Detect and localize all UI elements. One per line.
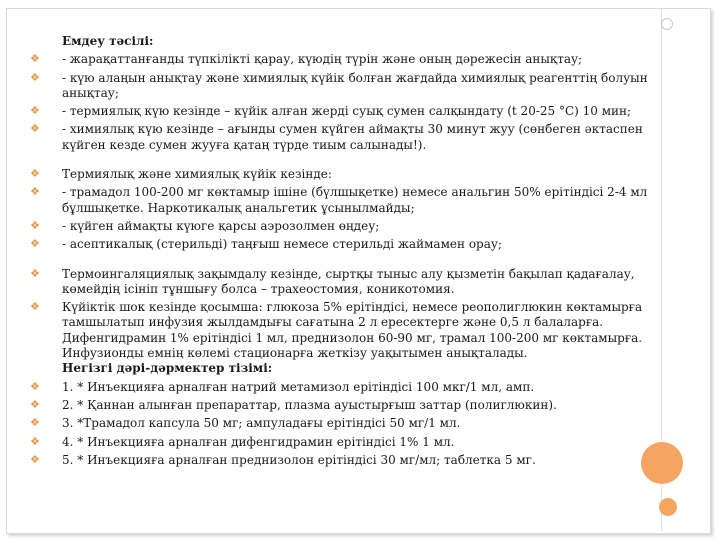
list-item-text: - химиялық күю кезінде – ағынды сумен күйген аймақты 30 минут жуу (сөнбеген әктаспен күйген кезде сумен жууға қатаң түрде тиым салынады!). (62, 122, 643, 152)
bullet-icon: ❖ (30, 379, 40, 393)
list-item (30, 398, 660, 413)
bullet-icon: ❖ (30, 104, 40, 118)
list-item-text: 1. * Инъекцияға арналған натрий метамизол ерітіндісі 100 мкг/1 мл, амп. (62, 379, 535, 394)
list-item-text: 3. *Трамадол капсула 50 мг; ампуладағы ерітіндісі 50 мг/1 мл. (62, 416, 461, 431)
list-item-text: Термиялық және химиялық күйік кезінде: (62, 167, 332, 182)
slide-content (30, 34, 660, 471)
list-item (30, 219, 660, 234)
list-item (30, 300, 660, 376)
list-item (30, 267, 660, 298)
list-item (30, 52, 660, 67)
list-item-text: - күю алаңын анықтау және химиялық күйік болған жағдайда химиялық реагенттің болуын анықтау; (62, 70, 648, 100)
list-item-text: - трамадол 100-200 мг көктамыр ішіне (бүлшықетке) немесе анальгин 50% ерітіндісі 2-4 мл бұлшықетке. Наркотикалық анальгетик ұсынылмайды; (62, 185, 648, 215)
list-item-text: 4. * Инъекцияға арналған дифенгидрамин ерітіндісі 1% 1 мл. (62, 434, 455, 449)
bullet-icon: ❖ (30, 434, 40, 448)
list-item (30, 435, 660, 450)
list-item-text: - жарақаттанғанды түпкілікті қарау, күюдің түрін және оның дәрежесін анықтау; (62, 52, 583, 67)
decorative-circle-outline (661, 18, 673, 30)
bullet-icon: ❖ (30, 122, 40, 136)
section-heading: Емдеу тәсілі: (62, 34, 154, 48)
bullet-icon: ❖ (30, 218, 40, 232)
bullet-icon: ❖ (30, 167, 40, 181)
decorative-circle-small (659, 498, 677, 516)
bullet-icon: ❖ (30, 185, 40, 199)
list-item (30, 71, 660, 102)
list-item-text: Күйіктік шок кезінде қосымша: глюкоза 5% ерітіндісі, немесе реополиглюкин көктамырға тамшылатып инфузия жылдамдығы сағатына 2 л ересектерге және 0,5 л балаларға. Дифенгидрамин 1% ерітіндісі 1 мл, преднизолон 60-90 мг, трамал 100-200 мг көктамырға. Инфузионды емнің көлемі стационарға жеткізу уақытымен анықталады. (62, 300, 643, 361)
list-item-text: 2. * Қаннан алынған препараттар, плазма ауыстырғыш заттар (полиглюкин). (62, 397, 557, 412)
list-item (30, 453, 660, 468)
bullet-icon: ❖ (30, 70, 40, 84)
bullet-icon: ❖ (30, 237, 40, 251)
list-item (30, 167, 660, 182)
bullet-icon: ❖ (30, 300, 40, 314)
bullet-icon: ❖ (30, 266, 40, 280)
bullet-icon: ❖ (30, 416, 40, 430)
list-item (30, 237, 660, 252)
list-item-text: - термиялық күю кезінде – күйік алған жерді суық сумен салқындату (t 20-25 °C) 10 мин; (62, 104, 632, 119)
bullet-icon: ❖ (30, 52, 40, 66)
list-item-text: Термоингаляциялық зақымдалу кезінде, сыртқы тыныс алу қызметін бақылап қадағалау, көмейдің ісініп тұншығу болса – трахеостомия, коникотомия. (62, 266, 635, 296)
bullet-icon: ❖ (30, 452, 40, 466)
list-item-text: - асептикалық (стерильді) таңғыш немесе стерильді жаймамен орау; (62, 237, 502, 252)
drug-list-title: Негізгі дәрі-дәрмектер тізімі: (62, 361, 273, 376)
list-item (30, 185, 660, 216)
list-item-text: - күйген аймақты күюге қарсы аэрозолмен өңдеу; (62, 218, 380, 233)
list-item (30, 122, 660, 153)
list-item (30, 104, 660, 119)
list-item (30, 380, 660, 395)
bullet-icon: ❖ (30, 397, 40, 411)
list-item-text: 5. * Инъекцияға арналған преднизолон ерітіндісі 30 мг/мл; таблетка 5 мг. (62, 452, 536, 467)
list-item (30, 416, 660, 431)
